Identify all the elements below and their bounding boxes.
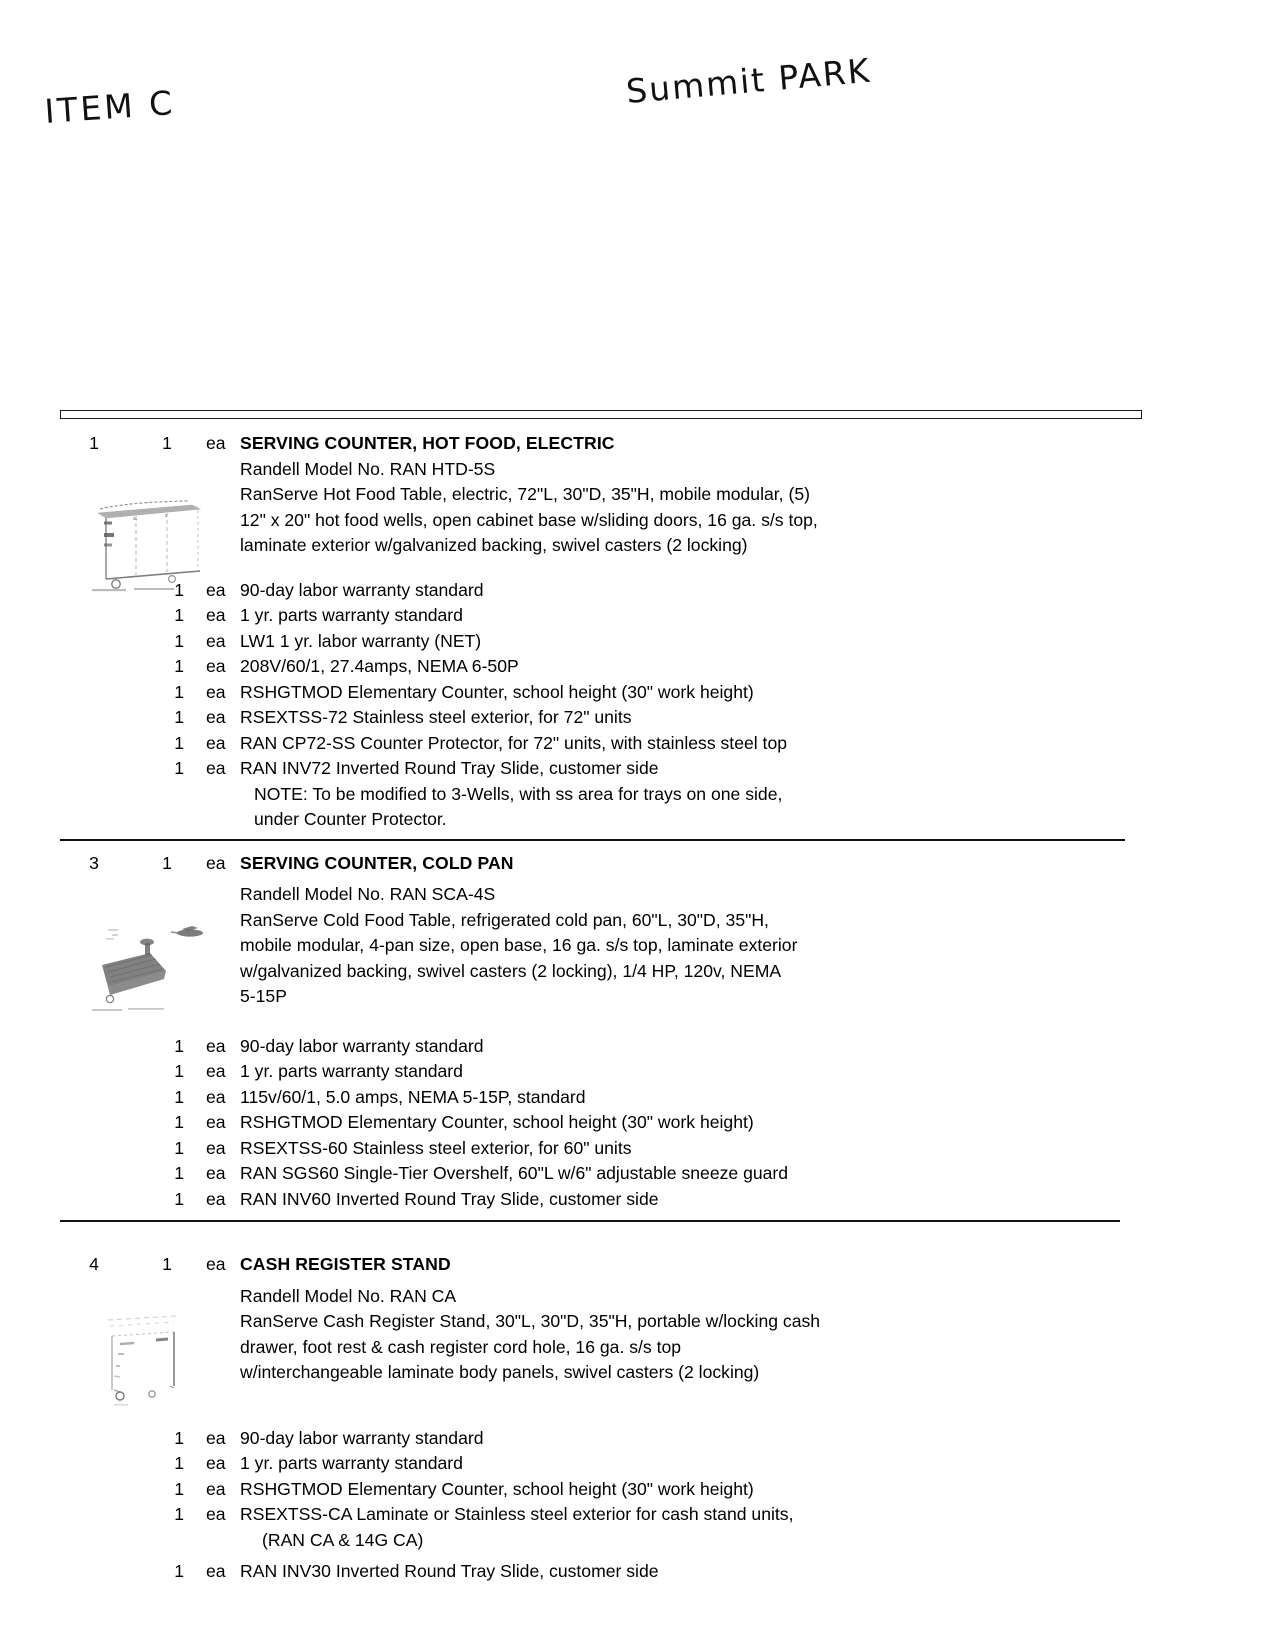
- option-row: [60, 1502, 1215, 1553]
- option-quantity: 1: [174, 1453, 184, 1473]
- option-text: 208V/60/1, 27.4amps, NEMA 6-50P: [240, 656, 519, 676]
- line-item-block: [60, 851, 1215, 1213]
- line-quantity: 1: [162, 433, 172, 453]
- option-row: [60, 705, 1215, 731]
- line-number: 3: [89, 852, 99, 873]
- option-text: 90-day labor warranty standard: [240, 579, 484, 600]
- option-row: [60, 680, 1215, 706]
- option-uom: ea: [206, 579, 226, 600]
- line-quantity: 1: [162, 852, 172, 873]
- option-text-continued: (RAN CA & 14G CA): [262, 1529, 424, 1550]
- option-text: LW1 1 yr. labor warranty (NET): [240, 630, 482, 651]
- option-row: [60, 731, 1215, 757]
- line-item-header-row: [60, 851, 1215, 877]
- table-top-rule: [60, 410, 1142, 419]
- option-uom: ea: [206, 605, 226, 625]
- option-quantity: 1: [174, 1561, 184, 1581]
- option-row: [60, 1187, 1215, 1213]
- option-quantity: 1: [174, 1086, 184, 1107]
- option-uom: ea: [206, 1035, 226, 1056]
- option-uom: ea: [206, 1137, 226, 1158]
- line-item-block: [60, 1252, 1215, 1585]
- option-uom: ea: [206, 1086, 226, 1107]
- option-uom: ea: [206, 732, 226, 753]
- option-uom: ea: [206, 681, 226, 702]
- line-item-title: SERVING COUNTER, HOT FOOD, ELECTRIC: [240, 433, 615, 453]
- spec-table: [60, 410, 1215, 1585]
- cash-register-stand-photo: [90, 1298, 212, 1410]
- option-uom: ea: [206, 1061, 226, 1081]
- line-item-block: [60, 431, 1215, 833]
- model-number: Randell Model No. RAN HTD-5S: [240, 458, 496, 479]
- option-quantity: 1: [174, 1112, 184, 1132]
- option-text: RAN CP72-SS Counter Protector, for 72" units, with stainless steel top: [240, 732, 788, 753]
- option-row: [60, 578, 1215, 604]
- line-item-description: [240, 882, 1215, 1010]
- spec-line: 12" x 20" hot food wells, open cabinet base w/sliding doors, 16 ga. s/s top,: [240, 509, 818, 530]
- option-text: 1 yr. parts warranty standard: [240, 1453, 463, 1473]
- item-separator-rule: [60, 839, 1125, 841]
- option-row: [60, 1059, 1215, 1085]
- line-item-options: [60, 1034, 1215, 1213]
- option-uom: ea: [206, 707, 226, 727]
- option-uom: ea: [206, 656, 226, 676]
- line-quantity: 1: [162, 1254, 172, 1274]
- model-number: Randell Model No. RAN CA: [240, 1285, 457, 1306]
- option-text: 115v/60/1, 5.0 amps, NEMA 5-15P, standard: [240, 1086, 586, 1107]
- option-quantity: 1: [174, 707, 184, 727]
- line-uom: ea: [206, 852, 226, 873]
- option-text: RAN INV60 Inverted Round Tray Slide, customer side: [240, 1188, 659, 1209]
- spec-line: drawer, foot rest & cash register cord hole, 16 ga. s/s top: [240, 1336, 682, 1357]
- option-quantity: 1: [174, 1061, 184, 1081]
- handwritten-item-label: [43, 83, 176, 131]
- line-item-options: [60, 578, 1215, 833]
- line-uom: ea: [206, 433, 226, 453]
- line-item-header-row: [60, 1252, 1215, 1278]
- handwritten-item-text: ITEM C: [43, 82, 177, 131]
- spec-line: w/interchangeable laminate body panels, swivel casters (2 locking): [240, 1362, 760, 1382]
- option-text: RAN INV72 Inverted Round Tray Slide, customer side: [240, 758, 659, 778]
- option-row: [60, 1085, 1215, 1111]
- option-row: [60, 1161, 1215, 1187]
- option-row: [60, 603, 1215, 629]
- option-text: 1 yr. parts warranty standard: [240, 605, 463, 625]
- option-quantity: 1: [174, 1478, 184, 1499]
- spec-line: RanServe Cold Food Table, refrigerated cold pan, 60"L, 30"D, 35"H,: [240, 909, 769, 930]
- hot-food-table-photo: [88, 483, 210, 595]
- spec-line: w/galvanized backing, swivel casters (2 locking), 1/4 HP, 120v, NEMA: [240, 960, 782, 981]
- option-quantity: 1: [174, 1163, 184, 1183]
- option-quantity: 1: [174, 656, 184, 676]
- spec-line: mobile modular, 4-pan size, open base, 16 ga. s/s top, laminate exterior: [240, 935, 798, 955]
- option-quantity: 1: [174, 630, 184, 651]
- option-row: [60, 1559, 1215, 1585]
- option-uom: ea: [206, 1427, 226, 1448]
- option-text: RSEXTSS-60 Stainless steel exterior, for 60" units: [240, 1137, 632, 1158]
- line-item-title: CASH REGISTER STAND: [240, 1254, 451, 1274]
- option-row: [60, 1426, 1215, 1452]
- option-text: RSEXTSS-CA Laminate or Stainless steel exterior for cash stand units,: [240, 1504, 794, 1524]
- option-quantity: 1: [174, 758, 184, 778]
- spec-line: 5-15P: [240, 986, 287, 1006]
- option-quantity: 1: [174, 1188, 184, 1209]
- option-uom: ea: [206, 1163, 226, 1183]
- cold-pan-table-photo: [90, 909, 212, 1021]
- option-note-continued: under Counter Protector.: [254, 809, 447, 829]
- option-row: [60, 1034, 1215, 1060]
- option-quantity: 1: [174, 1504, 184, 1524]
- option-uom: ea: [206, 1453, 226, 1473]
- option-quantity: 1: [174, 605, 184, 625]
- option-row: [60, 629, 1215, 655]
- option-quantity: 1: [174, 681, 184, 702]
- line-item-description: [240, 1284, 1215, 1386]
- line-item-description: [240, 457, 1215, 559]
- option-quantity: 1: [174, 1427, 184, 1448]
- option-note-row: [60, 782, 1215, 833]
- handwritten-site-label: [625, 51, 873, 111]
- option-text: RSHGTMOD Elementary Counter, school height (30" work height): [240, 1112, 754, 1132]
- line-uom: ea: [206, 1254, 226, 1274]
- spec-line: laminate exterior w/galvanized backing, swivel casters (2 locking): [240, 535, 748, 555]
- option-row: [60, 1451, 1215, 1477]
- option-text: 1 yr. parts warranty standard: [240, 1061, 463, 1081]
- option-row: [60, 756, 1215, 782]
- option-text: RAN SGS60 Single-Tier Overshelf, 60"L w/6" adjustable sneeze guard: [240, 1163, 789, 1183]
- option-text: 90-day labor warranty standard: [240, 1035, 484, 1056]
- option-quantity: 1: [174, 579, 184, 600]
- option-row: [60, 654, 1215, 680]
- line-item-options: [60, 1426, 1215, 1585]
- handwritten-site-text: Summit PARK: [624, 50, 873, 111]
- option-uom: ea: [206, 1478, 226, 1499]
- option-text: RSHGTMOD Elementary Counter, school height (30" work height): [240, 1478, 754, 1499]
- option-uom: ea: [206, 630, 226, 651]
- option-quantity: 1: [174, 1137, 184, 1158]
- line-item-title: SERVING COUNTER, COLD PAN: [240, 852, 514, 873]
- option-uom: ea: [206, 1112, 226, 1132]
- option-quantity: 1: [174, 1035, 184, 1056]
- option-uom: ea: [206, 1504, 226, 1524]
- spec-line: RanServe Cash Register Stand, 30"L, 30"D, 35"H, portable w/locking cash: [240, 1311, 821, 1331]
- option-note: NOTE: To be modified to 3-Wells, with ss area for trays on one side,: [254, 783, 783, 804]
- option-text: RAN INV30 Inverted Round Tray Slide, customer side: [240, 1561, 659, 1581]
- line-number: 4: [89, 1254, 99, 1274]
- line-number: 1: [89, 433, 99, 453]
- option-quantity: 1: [174, 732, 184, 753]
- option-row: [60, 1110, 1215, 1136]
- option-text: RSHGTMOD Elementary Counter, school height (30" work height): [240, 681, 754, 702]
- option-text: RSEXTSS-72 Stainless steel exterior, for 72" units: [240, 707, 632, 727]
- item-separator-rule: [60, 1220, 1120, 1222]
- model-number: Randell Model No. RAN SCA-4S: [240, 884, 496, 904]
- spec-line: RanServe Hot Food Table, electric, 72"L, 30"D, 35"H, mobile modular, (5): [240, 484, 810, 504]
- option-row: [60, 1477, 1215, 1503]
- option-row: [60, 1136, 1215, 1162]
- option-uom: ea: [206, 1188, 226, 1209]
- option-uom: ea: [206, 1561, 226, 1581]
- option-uom: ea: [206, 758, 226, 778]
- option-text: 90-day labor warranty standard: [240, 1427, 484, 1448]
- line-item-header-row: [60, 431, 1215, 457]
